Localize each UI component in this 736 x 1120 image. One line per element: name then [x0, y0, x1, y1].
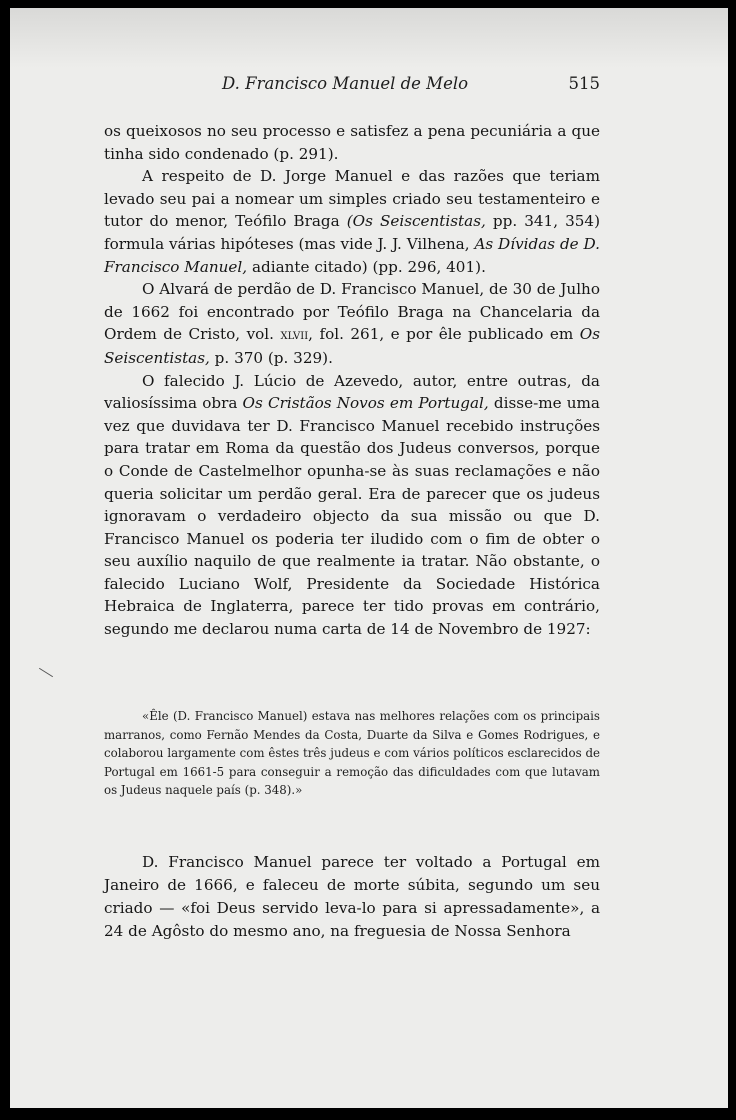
volume-numeral: xlvii — [280, 327, 309, 344]
text-run: pp. 341, 354) formula várias hipóteses (mas vide J. J. Vilhena, — [104, 212, 601, 253]
main-text — [104, 120, 600, 641]
text-run: disse-me uma vez que duvidava ter D. Francisco Manuel recebido instruções para tratar em Roma da questão dos Judeus conversos, porque o Conde de Castelmelhor opunha-se às suas reclamações e não queria solicitar um perdão geral. Era de parecer que os judeus ignoravam o verdadeiro objecto da sua missão ou que D. Francisco Manuel os poderia ter iludido com o fim de obter o seu auxílio naquilo de que realmente ia tratar. Não obstante, o falecido Luciano Wolf, Presidente da Sociedade Histórica Hebraica de Inglaterra, parece ter tido provas em contrário, segundo me declarou numa carta de 14 de Novembro de 1927: — [104, 394, 600, 639]
paragraph-continuation: os queixosos no seu processo e satisfez a pena pecuniária a que tinha sido condenado (p. 291). — [104, 122, 600, 163]
block-quote: «Êle (D. Francisco Manuel) estava nas melhores relações com os principais marranos, como Fernão Mendes da Costa, Duarte da Silva e Gomes Rodrigues, e colaborou largamente com êstes três judeus e com vários políticos esclarecidos de Portugal em 1661-5 para conseguir a remoção das dificuldades com que lutavam os Judeus naquele país (p. 348).» — [104, 709, 600, 798]
paragraph-alvara — [104, 278, 600, 369]
text-run: O Alvará de perdão de D. Francisco Manuel, de 30 de Julho de 1662 foi encontrado por Teófilo Braga na Chancelaria da Ordem de Cristo, vol. — [104, 280, 600, 344]
book-title-seiscentistas: (Os Seiscentistas, — [346, 212, 486, 231]
page-number: 515 — [568, 74, 600, 93]
page-header — [104, 74, 600, 98]
text-run: O falecido J. Lúcio de Azevedo, autor, entre outras, da valiosíssima obra — [104, 371, 600, 413]
book-title-seiscentistas: Os Seiscentistas, — [104, 325, 601, 367]
book-title-dividas: As Dívidas de D. Francisco Manuel, — [104, 234, 600, 276]
running-head: D. Francisco Manuel de Melo — [222, 74, 469, 93]
book-title-cristaos-novos: Os Cristãos Novos em Portugal, — [242, 394, 489, 413]
text-run: adiante citado) (pp. 296, 401). — [247, 257, 486, 276]
text-run: A respeito de D. Jorge Manuel e das razões que teriam levado seu pai a nomear um simples criado seu testamenteiro e tutor do menor, Teófilo Braga — [104, 167, 600, 231]
margin-mark — [39, 668, 53, 677]
text-run: p. 370 (p. 329). — [209, 348, 333, 367]
paragraph-lucio-azevedo — [104, 370, 600, 641]
paragraph-jorge-manuel — [104, 165, 600, 278]
paragraph-return-to-portugal: D. Francisco Manuel parece ter voltado a Portugal em Janeiro de 1666, e faleceu de morte súbita, segundo um seu criado — «foi Deus servido leva-lo para si apressadamente», a 24 de Agôsto do mesmo ano, na freguesia de Nossa Senhora — [104, 853, 600, 940]
book-page — [10, 8, 728, 1108]
text-run: , fol. 261, e por êle publicado em — [308, 325, 580, 344]
